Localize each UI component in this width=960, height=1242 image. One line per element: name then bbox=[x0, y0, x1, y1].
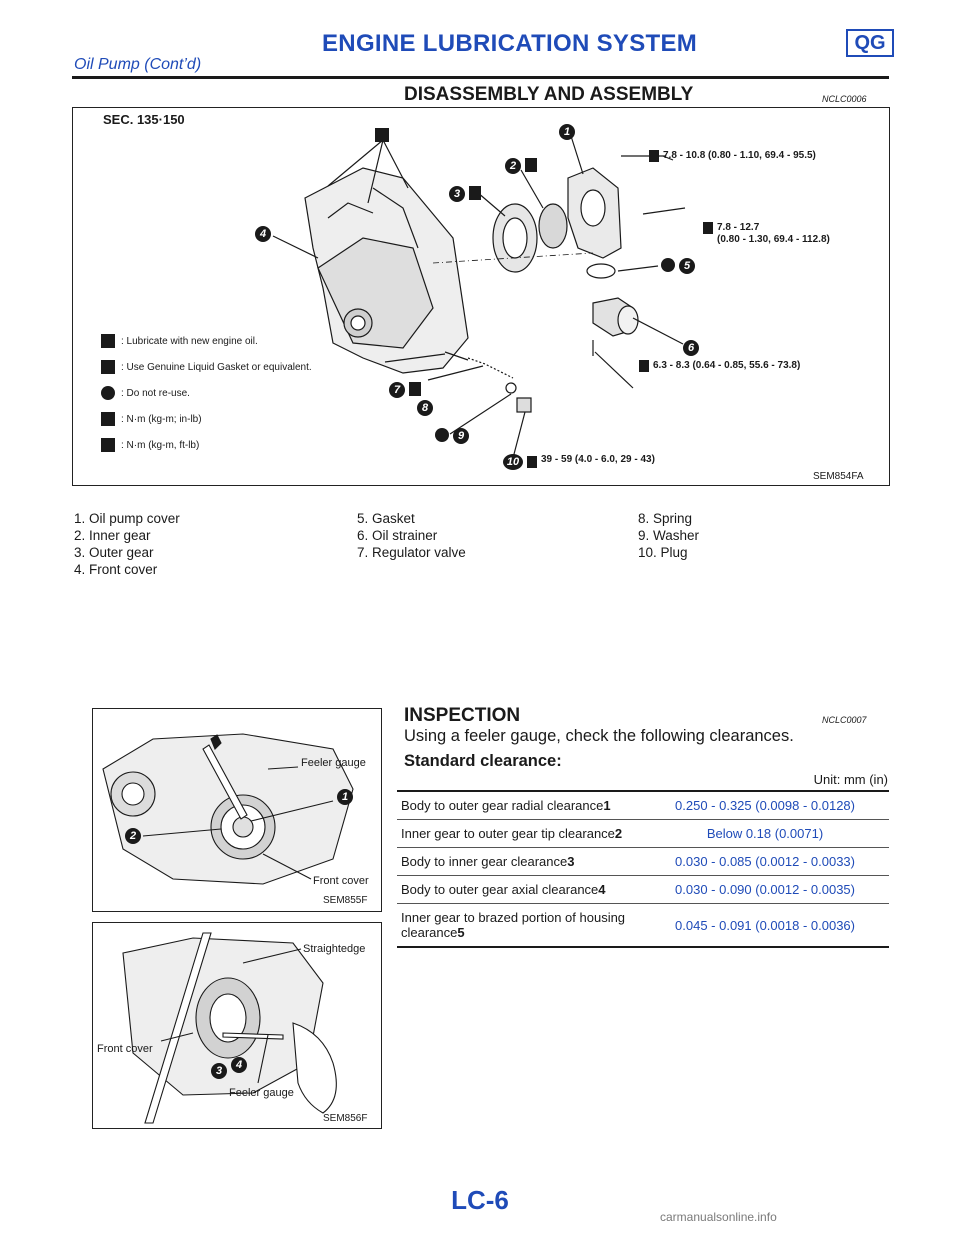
legend-lubricate: : Lubricate with new engine oil. bbox=[101, 334, 258, 348]
liquid-gasket-icon bbox=[101, 360, 115, 374]
inspection-figure-1 bbox=[92, 708, 382, 912]
callout-5: 5 bbox=[679, 258, 695, 274]
torque-spec-4: 39 - 59 (4.0 - 6.0, 29 - 43) bbox=[541, 454, 655, 465]
torque-spec-2a: 7.8 - 12.7 bbox=[717, 222, 760, 233]
callout-2: 2 bbox=[125, 828, 141, 844]
front-cover-label: Front cover bbox=[97, 1043, 153, 1055]
lubricate-icon bbox=[525, 158, 537, 172]
page-header-title: ENGINE LUBRICATION SYSTEM bbox=[322, 30, 698, 57]
list-item: 10. Plug bbox=[638, 545, 688, 560]
parts-list-col-1 bbox=[74, 510, 180, 578]
table-cell-label: Inner gear to brazed portion of housing clearance5 bbox=[397, 904, 641, 948]
table-cell-value: Below 0.18 (0.0071) bbox=[641, 820, 889, 848]
section-title-inspection: INSPECTION bbox=[404, 705, 521, 726]
list-item: 2. Inner gear bbox=[74, 528, 151, 543]
front-cover-label: Front cover bbox=[313, 875, 369, 887]
figure-id: SEM855F bbox=[323, 895, 368, 906]
torque-icon bbox=[639, 360, 649, 372]
torque-icon bbox=[527, 456, 537, 468]
inspection-figure-2 bbox=[92, 922, 382, 1129]
legend-liquid-gasket: : Use Genuine Liquid Gasket or equivalent. bbox=[101, 360, 312, 374]
section-code-disassembly: NCLC0006 bbox=[822, 94, 867, 104]
section-title-disassembly: DISASSEMBLY AND ASSEMBLY bbox=[404, 84, 694, 105]
callout-4: 4 bbox=[255, 226, 271, 242]
table-cell-label: Body to outer gear axial clearance4 bbox=[397, 876, 641, 904]
legend-do-not-reuse: : Do not re-use. bbox=[101, 386, 190, 400]
figure-id: SEM856F bbox=[323, 1113, 368, 1124]
table-row bbox=[397, 904, 889, 948]
clearance-table bbox=[397, 790, 889, 948]
standard-clearance-heading: Standard clearance: bbox=[404, 752, 562, 770]
lubricate-icon bbox=[469, 186, 481, 200]
table-row bbox=[397, 848, 889, 876]
exploded-view-figure bbox=[72, 107, 890, 486]
list-item: 7. Regulator valve bbox=[357, 545, 466, 560]
figure-id: SEM854FA bbox=[813, 471, 864, 482]
list-item: 9. Washer bbox=[638, 528, 700, 543]
exploded-view-drawing bbox=[73, 108, 889, 485]
parts-list-col-2 bbox=[357, 510, 466, 561]
table-cell-label: Inner gear to outer gear tip clearance2 bbox=[397, 820, 641, 848]
list-item: 4. Front cover bbox=[74, 562, 158, 577]
callout-3: 3 bbox=[449, 186, 465, 202]
list-item: 5. Gasket bbox=[357, 511, 415, 526]
page-number: LC-6 bbox=[451, 1185, 509, 1215]
list-item: 3. Outer gear bbox=[74, 545, 154, 560]
table-row bbox=[397, 820, 889, 848]
torque-ft-lb-icon bbox=[101, 438, 115, 452]
callout-7: 7 bbox=[389, 382, 405, 398]
torque-spec-2b: (0.80 - 1.30, 69.4 - 112.8) bbox=[717, 234, 830, 245]
list-item: 8. Spring bbox=[638, 511, 693, 526]
callout-8: 8 bbox=[417, 400, 433, 416]
do-not-reuse-icon bbox=[101, 386, 115, 400]
inspection-intro: Using a feeler gauge, check the following clearances. bbox=[404, 727, 794, 745]
callout-4: 4 bbox=[231, 1057, 247, 1073]
straightedge-label: Straightedge bbox=[303, 943, 366, 955]
callout-6: 6 bbox=[683, 340, 699, 356]
section-reference: SEC. 135·150 bbox=[103, 112, 185, 127]
table-row bbox=[397, 791, 889, 820]
callout-1: 1 bbox=[337, 789, 353, 805]
do-not-reuse-icon bbox=[435, 428, 449, 442]
list-item: 1. Oil pump cover bbox=[74, 511, 180, 526]
torque-spec-3: 6.3 - 8.3 (0.64 - 0.85, 55.6 - 73.8) bbox=[653, 360, 801, 371]
parts-list-col-3 bbox=[638, 510, 699, 561]
lubricate-icon bbox=[409, 382, 421, 396]
callout-1: 1 bbox=[559, 124, 575, 140]
torque-in-lb-icon bbox=[101, 412, 115, 426]
legend-torque-ft-lb: : N·m (kg-m, ft-lb) bbox=[101, 438, 199, 452]
feeler-gauge-label: Feeler gauge bbox=[229, 1087, 294, 1099]
watermark: carmanualsonline.info bbox=[660, 1210, 777, 1224]
header-rule bbox=[72, 76, 889, 79]
callout-2: 2 bbox=[505, 158, 521, 174]
lubricate-icon bbox=[101, 334, 115, 348]
table-cell-value: 0.250 - 0.325 (0.0098 - 0.0128) bbox=[641, 791, 889, 820]
section-code-inspection: NCLC0007 bbox=[822, 715, 867, 725]
torque-spec-1: 7.8 - 10.8 (0.80 - 1.10, 69.4 - 95.5) bbox=[663, 150, 816, 161]
callout-9: 9 bbox=[453, 428, 469, 444]
table-cell-value: 0.030 - 0.085 (0.0012 - 0.0033) bbox=[641, 848, 889, 876]
callout-10: 10 bbox=[503, 454, 523, 470]
torque-icon bbox=[703, 222, 713, 234]
page-header-subtitle: Oil Pump (Cont’d) bbox=[74, 56, 202, 73]
liquid-gasket-icon bbox=[375, 128, 389, 142]
table-cell-label: Body to inner gear clearance3 bbox=[397, 848, 641, 876]
feeler-gauge-label: Feeler gauge bbox=[301, 757, 366, 769]
torque-icon bbox=[649, 150, 659, 162]
table-cell-label: Body to outer gear radial clearance1 bbox=[397, 791, 641, 820]
list-item: 6. Oil strainer bbox=[357, 528, 438, 543]
callout-3: 3 bbox=[211, 1063, 227, 1079]
table-cell-value: 0.045 - 0.091 (0.0018 - 0.0036) bbox=[641, 904, 889, 948]
table-row bbox=[397, 876, 889, 904]
legend-torque-in-lb: : N·m (kg-m; in-lb) bbox=[101, 412, 202, 426]
table-cell-value: 0.030 - 0.090 (0.0012 - 0.0035) bbox=[641, 876, 889, 904]
do-not-reuse-icon bbox=[661, 258, 675, 272]
unit-label: Unit: mm (in) bbox=[813, 772, 888, 787]
engine-code-badge: QG bbox=[846, 29, 894, 57]
